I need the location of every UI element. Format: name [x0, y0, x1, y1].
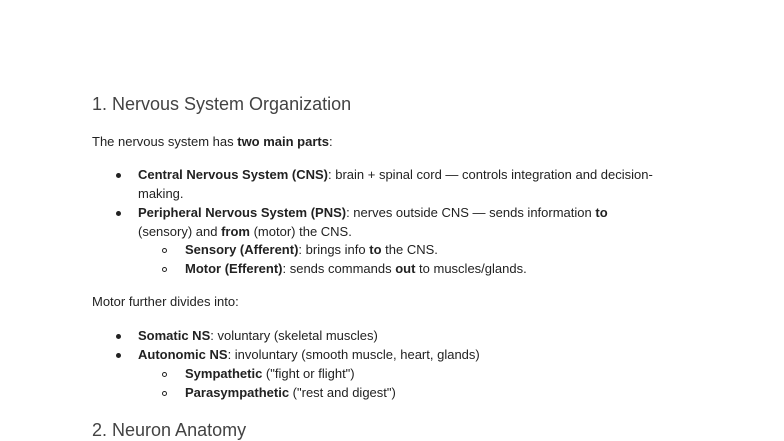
motor-intro-paragraph: Motor further divides into: — [92, 294, 239, 309]
cns-text: : brain + spinal cord — controls integration and decision-making. — [138, 167, 653, 201]
list-item-pns — [138, 204, 658, 241]
somatic-text: : voluntary (skeletal muscles) — [210, 328, 378, 343]
list-item-sympathetic — [185, 365, 665, 384]
pns-text-1: : nerves outside CNS — sends information — [346, 205, 596, 220]
bullet-disc-icon — [116, 211, 121, 216]
parasympathetic-text: ("rest and digest") — [289, 385, 396, 400]
somatic-label: Somatic NS — [138, 328, 211, 343]
autonomic-label: Autonomic NS — [138, 347, 228, 362]
bullet-circle-icon — [162, 372, 167, 377]
list-item-motor — [185, 260, 665, 279]
bullet-circle-icon — [162, 248, 167, 253]
bullet-disc-icon — [116, 334, 121, 339]
intro-paragraph — [92, 133, 333, 151]
autonomic-text: : involuntary (smooth muscle, heart, glands) — [227, 347, 480, 362]
bullet-disc-icon — [116, 353, 121, 358]
motor-bold-out: out — [395, 261, 416, 276]
sensory-text-1: : brings info — [298, 242, 370, 257]
pns-bold-to: to — [595, 205, 608, 220]
list-item-sensory — [185, 241, 665, 260]
pns-label: Peripheral Nervous System (PNS) — [138, 205, 347, 220]
pns-text-3: (motor) the CNS. — [249, 223, 352, 239]
list-item-cns — [138, 166, 658, 203]
sensory-bold-to: to — [369, 242, 382, 257]
motor-label: Motor (Efferent) — [185, 261, 283, 276]
cns-label: Central Nervous System (CNS) — [138, 167, 328, 182]
bullet-circle-icon — [162, 391, 167, 396]
sensory-label: Sensory (Afferent) — [185, 242, 299, 257]
list-item-autonomic — [138, 346, 658, 365]
sympathetic-text: ("fight or flight") — [262, 366, 355, 381]
bullet-circle-icon — [162, 267, 167, 272]
motor-text-1: : sends commands — [282, 261, 396, 276]
list-item-somatic — [138, 327, 658, 346]
section-heading-organization: 1. Nervous System Organization — [92, 94, 352, 114]
section-heading-neuron-anatomy: 2. Neuron Anatomy — [92, 420, 247, 440]
sympathetic-label: Sympathetic — [185, 366, 263, 381]
intro-colon: : — [328, 134, 333, 149]
pns-text-2: (sensory) and — [138, 223, 222, 239]
pns-bold-from: from — [221, 223, 250, 239]
sensory-text-2: the CNS. — [381, 242, 438, 257]
bullet-disc-icon — [116, 173, 121, 178]
intro-text: The nervous system has — [92, 134, 238, 149]
motor-text-2: to muscles/glands. — [415, 261, 527, 276]
intro-bold: two main parts — [237, 134, 329, 149]
list-item-parasympathetic — [185, 384, 665, 403]
parasympathetic-label: Parasympathetic — [185, 385, 290, 400]
